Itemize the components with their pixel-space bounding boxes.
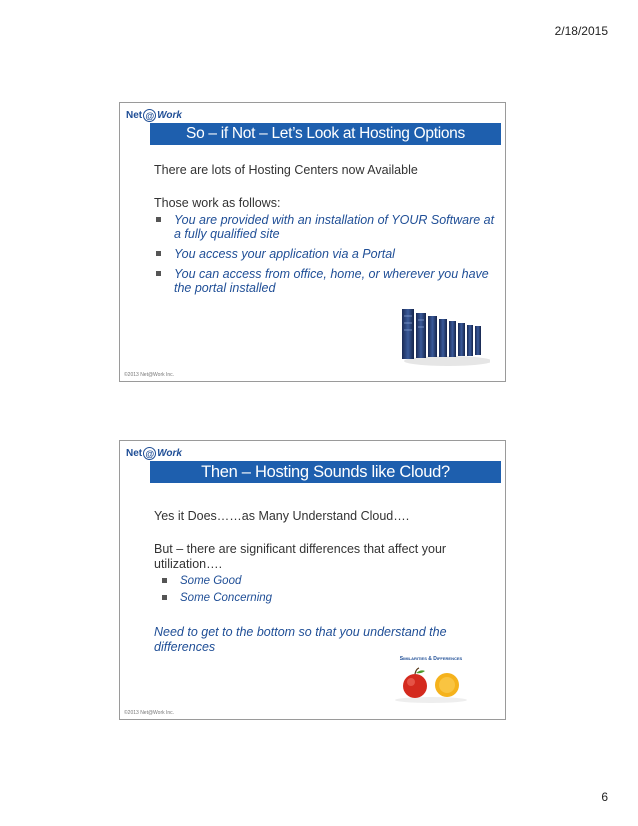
bullet-list <box>154 213 495 295</box>
slide-hosting-options <box>119 102 506 382</box>
slide-body <box>154 163 495 301</box>
bullet-text: Some Good <box>180 575 242 587</box>
bullet-text: You can access from office, home, or wherever you have the portal installed <box>174 267 489 295</box>
list-item <box>154 591 495 605</box>
intro-text: There are lots of Hosting Centers now Available <box>154 163 418 177</box>
slide-title: So – if Not – Let’s Look at Hosting Options <box>150 123 501 145</box>
apples-oranges-image <box>385 656 477 704</box>
bullet-text: You access your application via a Portal <box>174 247 395 261</box>
print-date: 2/18/2015 <box>554 24 608 38</box>
logo-text-work: Work <box>157 447 182 459</box>
lead-text: Those work as follows: <box>154 196 281 210</box>
slide-hosting-vs-cloud <box>119 440 506 720</box>
bullet-icon <box>156 251 161 256</box>
list-item <box>154 267 495 295</box>
bullet-icon <box>162 595 167 600</box>
bullet-icon <box>156 217 161 222</box>
server-rack-image <box>398 301 490 369</box>
page-number: 6 <box>601 790 608 804</box>
copyright-text: ©2013 Net@Work Inc. <box>124 372 175 378</box>
bullet-icon <box>156 271 161 276</box>
bullet-text: You are provided with an installation of YOUR Software at a fully qualified site <box>174 213 495 241</box>
logo-text-work: Work <box>157 109 182 121</box>
bullet-text: Some Concerning <box>180 592 273 604</box>
slide-title: Then – Hosting Sounds like Cloud? <box>150 461 501 483</box>
logo-text-net: Net <box>126 109 143 121</box>
bullet-icon <box>162 578 167 583</box>
list-item <box>154 574 495 588</box>
lead-text: But – there are significant differences that affect your utilization…. <box>154 542 447 571</box>
logo-text-net: Net <box>126 447 143 459</box>
company-logo <box>126 445 182 461</box>
list-item <box>154 247 495 261</box>
apple-orange-icon <box>385 664 477 704</box>
logo-at-icon: @ <box>143 109 156 122</box>
closing-text: Need to get to the bottom so that you understand the differences <box>154 625 447 654</box>
image-caption: Similarities & Differences <box>399 656 463 662</box>
copyright-text: ©2013 Net@Work Inc. <box>124 710 175 716</box>
company-logo <box>126 107 182 123</box>
intro-text: Yes it Does……as Many Understand Cloud…. <box>154 509 410 523</box>
list-item <box>154 213 495 241</box>
slide-body <box>154 509 495 673</box>
logo-at-icon: @ <box>143 447 156 460</box>
bullet-list <box>154 574 495 605</box>
